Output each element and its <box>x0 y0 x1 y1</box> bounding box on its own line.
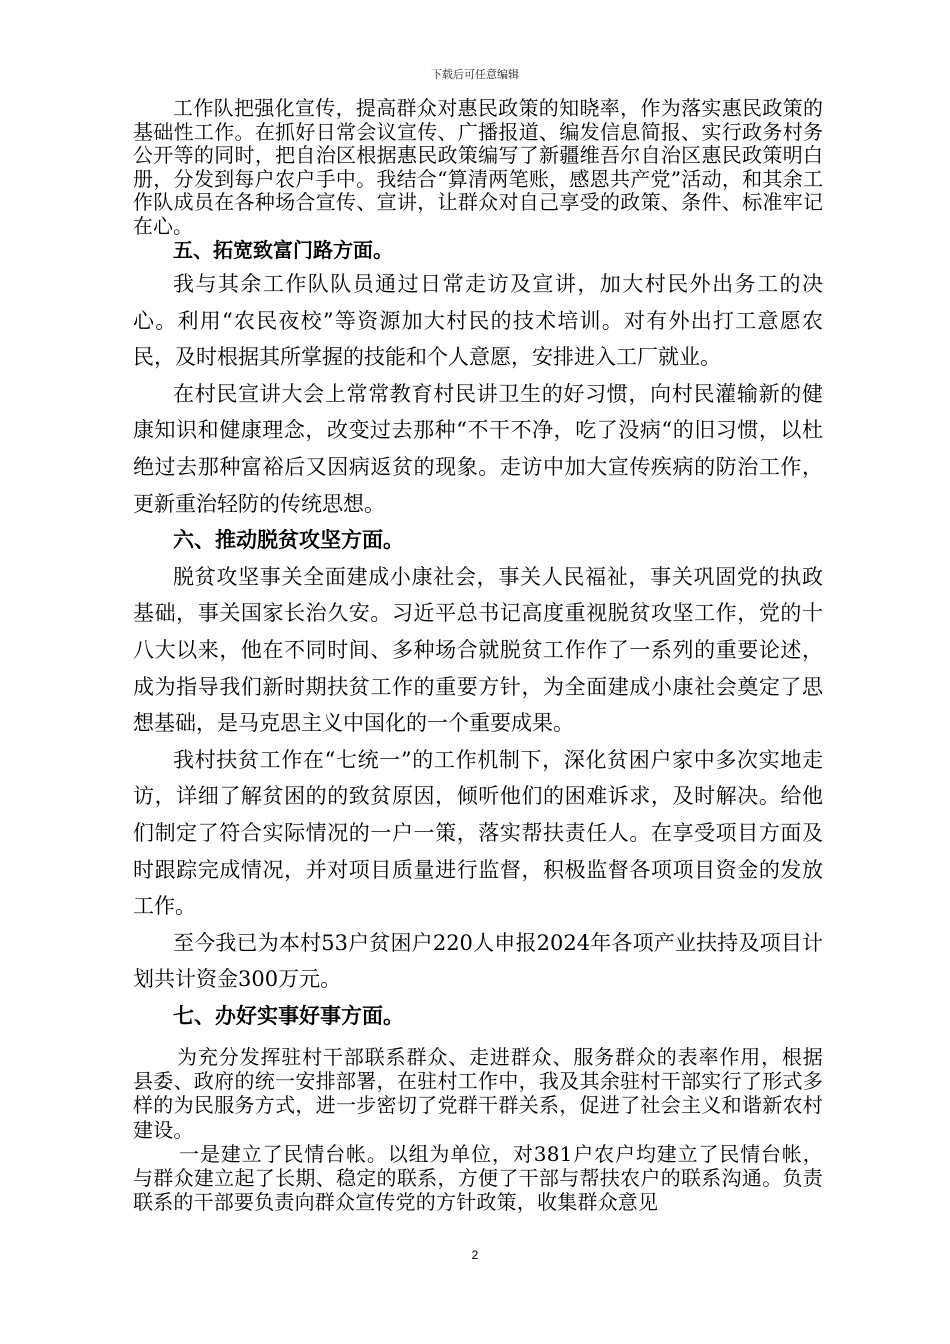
intro-paragraph: 工作队把强化宣传，提高群众对惠民政策的知晓率，作为落实惠民政策的基础性工作。在抓好日常会议宣传、广播报道、编发信息简报、实行政务村务公开等的同时，把自治区根据惠民政策编写了新疆维吾尔自治区惠民政策明白册，分发到每户农户手中。我结合“算清两笔账，感恩共产党”活动，和其余工作队成员在各种场合宣传、宣讲，让群众对自己享受的政策、条件、标准牢记在心。 <box>133 96 823 238</box>
heading-section-7: 七、办好实事好事方面。 <box>173 1002 404 1028</box>
paragraph-5-2: 在村民宣讲大会上常常教育村民讲卫生的好习惯，向村民灌输新的健康知识和健康理念，改变过去那种“不干不净，吃了没病“的旧习惯，以杜绝过去那种富裕后又因病返贫的现象。走访中加大宣传疾病的防治工作，更新重治轻防的传统思想。 <box>133 381 823 516</box>
paragraph-6-1: 脱贫攻坚事关全面建成小康社会，事关人民福祉，事关巩固党的执政基础，事关国家长治久安。习近平总书记高度重视脱贫攻坚工作，党的十八大以来，他在不同时间、多种场合就脱贫工作作了一系列的重要论述，成为指导我们新时期扶贫工作的重要方针，为全面建成小康社会奠定了思想基础，是马克思主义中国化的一个重要成果。 <box>133 564 823 736</box>
paragraph-6-2: 我村扶贫工作在“七统一”的工作机制下，深化贫困户家中多次实地走访，详细了解贫困的的致贫原因，倾听他们的困难诉求，及时解决。给他们制定了符合实际情况的一户一策，落实帮扶责任人。在享受项目方面及时跟踪完成情况，并对项目质量进行监督，积极监督各项项目资金的发放工作。 <box>133 747 823 919</box>
paragraph-5-1: 我与其余工作队队员通过日常走访及宣讲，加大村民外出务工的决心。利用“农民夜校”等资源加大村民的技术培训。对有外出打工意愿农民，及时根据其所掌握的技能和个人意愿，安排进入工厂就业。 <box>133 272 823 370</box>
paragraph-7-2: 一是建立了民情台帐。以组为单位，对381户农户均建立了民情台帐，与群众建立起了长期、稳定的联系，方便了干部与帮扶农户的联系沟通。负责联系的干部要负责向群众宣传党的方针政策，收集群众意见 <box>133 1141 823 1215</box>
intro-section <box>133 97 823 262</box>
page-number: 2 <box>471 1248 479 1262</box>
heading-section-6: 六、推动脱贫攻坚方面。 <box>173 527 404 553</box>
paragraph-7-1: 为充分发挥驻村干部联系群众、走进群众、服务群众的表率作用，根据县委、政府的统一安排部署，在驻村工作中，我及其余驻村干部实行了形式多样的为民服务方式，进一步密切了党群干群关系，促进了社会主义和谐新农村建设。 <box>133 1045 823 1142</box>
closing-section <box>133 1045 823 1214</box>
main-section <box>133 266 823 1034</box>
heading-section-5: 五、拓宽致富门路方面。 <box>173 237 393 262</box>
page-header: 下载后可任意编辑 <box>431 68 519 81</box>
paragraph-6-3: 至今我已为本村53户贫困户220人申报2024年各项产业扶持及项目计划共计资金300万元。 <box>133 930 823 992</box>
